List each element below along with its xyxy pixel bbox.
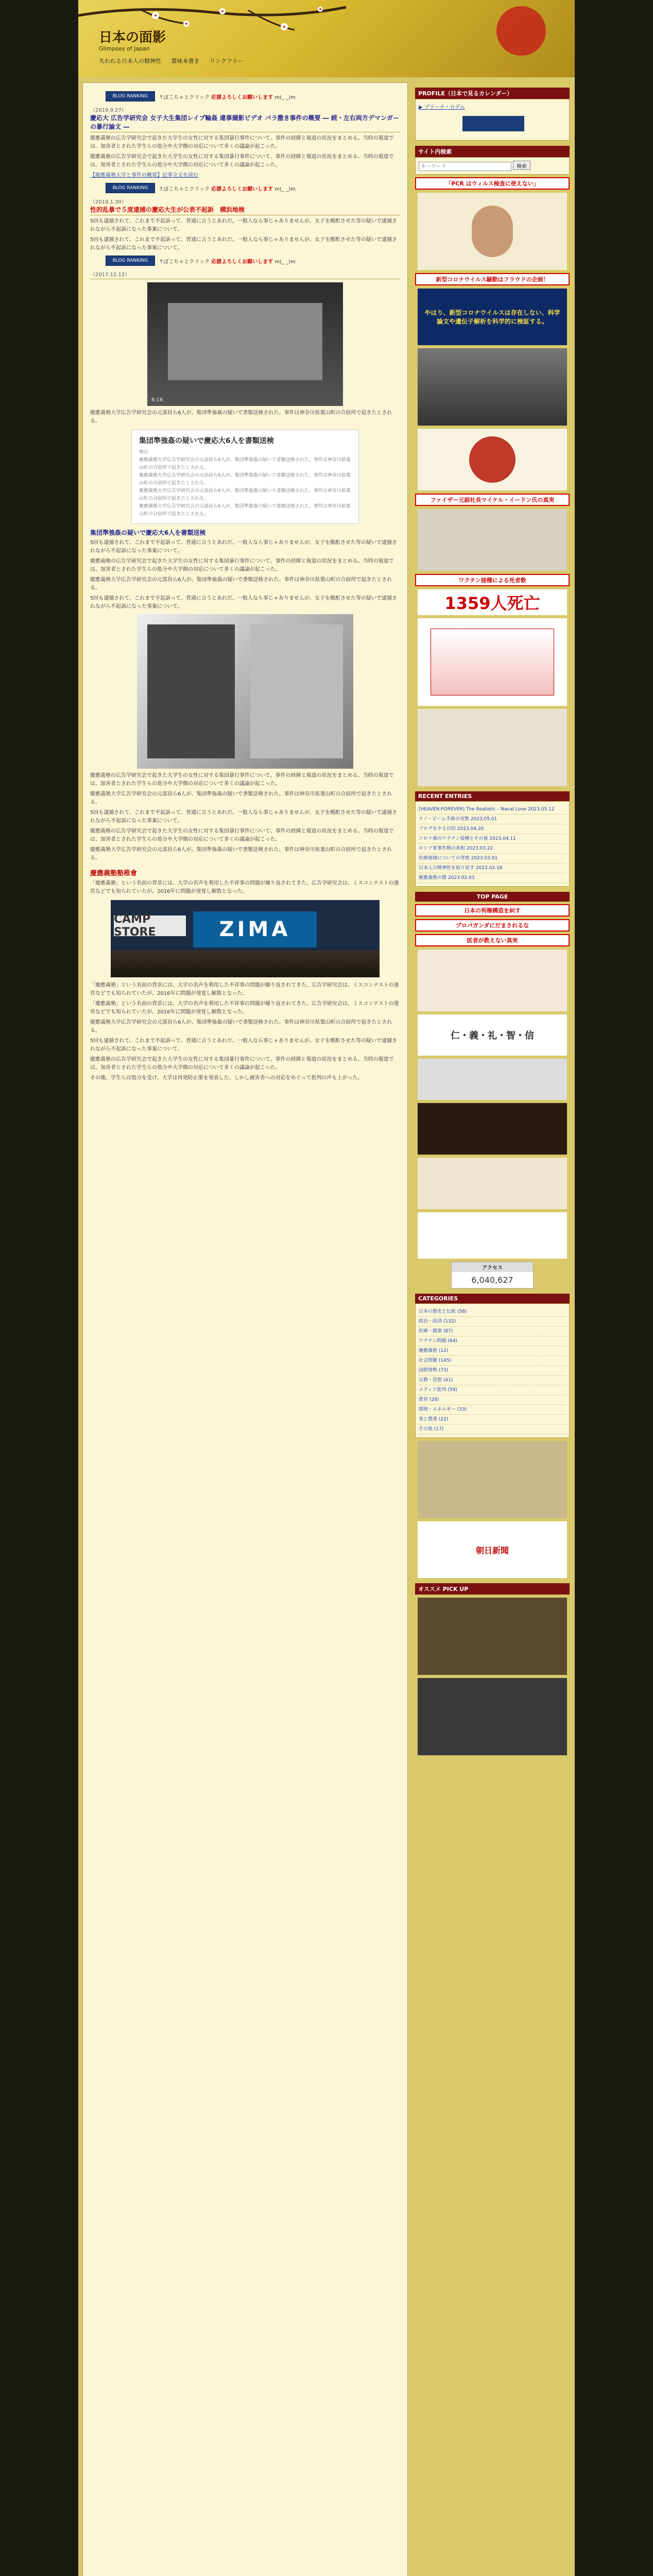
desc-item[interactable]: リンクフリー: [210, 58, 244, 64]
entry-body: 5回も逮捕されて、これまで不起訴って、普通に言うとあれだ。一般人なら事じゃありませんが、女子を酩酊させた等の疑いで逮捕されながら不起訴になった事案について。: [90, 218, 397, 232]
quote-body: 慶應義塾大学広告学研究会の元部員ら6人が、集団準強姦の疑いで書類送検された。事件は神奈川県葉山町の合宿所で起きたとされる。: [139, 504, 351, 517]
entry-body: 慶應義塾の広告学研究会で起きた大学生の女性に対する集団暴行事件について、事件の経緯と報道の状況をまとめる。当時の報道では、加害者とされた学生らの処分や大学側の対応について多くの議論が起こった。: [90, 828, 394, 842]
entry-body: 5回も逮捕されて、これまで不起訴って、普通に言うとあれだ。一般人なら事じゃありませんが、女子を酩酊させた等の疑いで逮捕されながら不起訴になった事案について。: [90, 1038, 397, 1052]
entry-body: 慶應義塾の広告学研究会で起きた大学生の女性に対する集団暴行事件について、事件の経緯と報道の状況をまとめる。当時の報道では、加害者とされた学生らの処分や大学側の対応について多くの議論が起こった。: [90, 154, 394, 168]
recommend-heading: オススメ PICK UP: [415, 1583, 570, 1595]
entry-body: 慶應義塾大学広告学研究会の元部員ら6人が、集団準強姦の疑いで書類送検された。事件は神奈川県葉山町の合宿所で起きたとされる。: [90, 847, 392, 861]
side-banner[interactable]: 医者が教えない真実: [415, 934, 570, 946]
ranking-text: [159, 184, 296, 192]
entry-body: 慶應義塾の広告学研究会で起きた大学生の女性に対する集団暴行事件について、事件の経緯と報道の状況をまとめる。当時の報道では、加害者とされた学生らの処分や大学側の対応について多くの議論が起こった。: [90, 558, 394, 572]
category-item[interactable]: 環境・エネルギー (33): [419, 1405, 566, 1415]
categories-heading: CATEGORIES: [415, 1294, 570, 1303]
sword-image[interactable]: [418, 1059, 567, 1100]
news-photo: [147, 282, 343, 406]
search-input[interactable]: [419, 162, 511, 171]
counter-title: アクセス: [452, 1262, 533, 1272]
entry-body: 慶應義塾大学広告学研究会の元部員ら6人が、集団準強姦の疑いで書類送検された。事件は神奈川県葉山町の合宿所で起きたとされる。: [90, 410, 392, 424]
ranking-text-pre: ↑ぽこちゃとクリック: [159, 186, 210, 192]
calligraphy: 仁・義・礼・智・信: [418, 1014, 567, 1056]
entry-date: （2019.1.30）: [90, 199, 127, 205]
main-content: [82, 82, 408, 2576]
ranking-text-post: m(_ _)m: [274, 186, 296, 192]
entry-body: 慶應義塾の広告学研究会で起きた大学生の女性に対する集団暴行事件について、事件の経緯と報道の状況をまとめる。当時の報道では、加害者とされた学生らの処分や大学側の対応について多くの議論が起こった。: [90, 773, 394, 787]
entry-body: 慶應義塾大学広告学研究会の元部員ら6人が、集団準強姦の疑いで書類送検された。事件は神奈川県葉山町の合宿所で起きたとされる。: [90, 577, 392, 591]
category-item[interactable]: 国際情勢 (73): [419, 1366, 566, 1376]
entry-body: 5回も逮捕されて、これまで不起訴って、普通に言うとあれだ。一般人なら事じゃありませんが、女子を酩酊させた等の疑いで逮捕されながら不起訴になった事案について。: [90, 237, 397, 251]
category-item[interactable]: メディア批判 (59): [419, 1385, 566, 1395]
ranking-text: [159, 257, 296, 265]
covid-ad[interactable]: やはり、新型コロナウイルスは存在しない、科学論文や遺伝子解析を科学的に検証する。: [418, 289, 567, 345]
crowd: [111, 951, 380, 977]
category-item[interactable]: 食と農業 (22): [419, 1415, 566, 1425]
entry-date: （2019.9.27）: [90, 108, 127, 113]
covid-banner[interactable]: 新型コロナウイルス騒動はフラウドの企画！: [415, 273, 570, 285]
recent-list: [419, 805, 566, 883]
categories-box: [415, 1303, 570, 1438]
vaccine-portrait[interactable]: [418, 509, 567, 571]
entry-header: [90, 197, 400, 215]
graph-image[interactable]: [418, 618, 567, 706]
page-frame: [78, 0, 575, 2576]
virus-image[interactable]: [418, 429, 567, 490]
recent-heading: RECENT ENTRIES: [415, 791, 570, 801]
graph-icon: [431, 629, 554, 696]
search-heading: サイト内検索: [415, 146, 570, 157]
ranking-text-red: 応援よろしくお願いします: [211, 94, 273, 100]
ranking-text-red: 応援よろしくお願いします: [211, 259, 273, 265]
profile-heading: PROFILE（日本で見るカレンダー）: [415, 88, 570, 99]
access-counter: [451, 1262, 534, 1289]
profile-banner[interactable]: [419, 113, 568, 134]
category-item[interactable]: その他 (17): [419, 1425, 566, 1434]
ad-image[interactable]: [418, 1212, 567, 1259]
book-image[interactable]: [418, 950, 567, 1011]
ranking-logo[interactable]: BLOG RANKING: [106, 91, 155, 101]
side-banner[interactable]: 日本の利権構造を糾す: [415, 904, 570, 917]
entry-body: 慶應義塾大学広告学研究会の元部員ら6人が、集団準強姦の疑いで書類送検された。事件は神奈川県葉山町の合宿所で起きたとされる。: [90, 791, 392, 805]
zima-sign: ZIMA: [193, 911, 317, 947]
entry-date: （2017.12.12）: [90, 272, 130, 278]
entry-body: 慶應義塾大学広告学研究会の元部員ら6人が、集団準強姦の疑いで書類送検された。事件は神奈川県葉山町の合宿所で起きたとされる。: [90, 1020, 392, 1033]
magazine-photo: [137, 614, 353, 769]
portrait-face: [472, 206, 513, 257]
section-body: 「慶應義塾」という名前の背景には、大学の名声を利用した不祥事の問題が繰り返されてきた。広告学研究会は、ミスコンテストの運営などでも知られていたが、2016年に問題が発覚し解散となった。: [90, 982, 399, 996]
entry-title[interactable]: 慶応大 広告学研究会 女子大生集団レイプ輪姦 違事撮影ビデオ バラ撒き事件の概要 ― 続・左右両方デマンガーの暴行論文 ―: [90, 114, 399, 130]
map-image[interactable]: [418, 1441, 567, 1518]
death-banner[interactable]: ワクチン接種による死者数: [415, 574, 570, 586]
ranking-text-post: m(_ _)m: [274, 94, 296, 100]
category-item[interactable]: 教育 (28): [419, 1395, 566, 1405]
site-description: [99, 57, 251, 65]
pcr-banner[interactable]: 「PCR はウィルス検査に使えない」: [415, 177, 570, 190]
side-banner[interactable]: プロパガンダにだまされるな: [415, 919, 570, 931]
recommend-image[interactable]: [418, 1598, 567, 1675]
sidebar: [415, 82, 570, 2576]
recent-item[interactable]: 慶應義塾の闇 2023.02.03: [419, 873, 566, 883]
ranking-text-post: m(_ _)m: [274, 259, 296, 265]
closing-text: その後、学生らは処分を受け、大学は再発防止策を発表した。しかし被害者への対応をめぐって批判の声も上がった。: [90, 1075, 363, 1081]
ranking-logo[interactable]: BLOG RANKING: [106, 183, 155, 193]
entry-title[interactable]: 性的乱暴で５度逮捕の慶応大生が公表不起訴 横浜地検: [90, 206, 245, 213]
quote-body: 慶應義塾大学広告学研究会の元部員ら6人が、集団準強姦の疑いで書類送検された。事件は神奈川県葉山町の合宿所で起きたとされる。: [139, 488, 351, 501]
entry-body: 慶應義塾の広告学研究会で起きた大学生の女性に対する集団暴行事件について、事件の経緯と報道の状況をまとめる。当時の報道では、加害者とされた学生らの処分や大学側の対応について多くの議論が起こった。: [90, 135, 394, 149]
ranking-text: [159, 93, 296, 100]
news-quote: [131, 430, 359, 524]
site-subtitle: Glimpses of Japan: [99, 45, 150, 52]
magazine-page-right: [250, 624, 343, 758]
cartoon-image[interactable]: [418, 709, 567, 786]
recent-box: [415, 801, 570, 887]
recent-item[interactable]: ロシア軍事作戦の真相 2023.03.22: [419, 844, 566, 854]
ranking-banner[interactable]: [106, 183, 400, 193]
recent-item[interactable]: ナノ・ビーム手術の実態 2023.05.01: [419, 815, 566, 824]
categories-list: [419, 1307, 566, 1434]
ranking-text-red: 応援よろしくお願いします: [211, 186, 273, 192]
portrait-image[interactable]: [418, 193, 567, 270]
quote-source: 朝日: [139, 450, 149, 455]
search-box: [415, 157, 570, 175]
photo-caption: 6:16: [151, 397, 163, 403]
death-count[interactable]: 1359人死亡: [418, 589, 567, 615]
recommend-image[interactable]: [418, 1678, 567, 1755]
entry-body: 慶應義塾の広告学研究会で起きた大学生の女性に対する集団暴行事件について、事件の経緯と報道の状況をまとめる。当時の報道では、加害者とされた学生らの処分や大学側の対応について多くの議論が起こった。: [90, 1057, 394, 1071]
dvd-image[interactable]: [418, 1103, 567, 1155]
section-body: 「慶應義塾」という名前の背景には、大学の名声を利用した不祥事の問題が繰り返されてきた。広告学研究会は、ミスコンテストの運営などでも知られていたが、2016年に問題が発覚し解散となった。: [90, 880, 399, 894]
section-body: 「慶應義塾」という名前の背景には、大学の名声を利用した不祥事の問題が繰り返されてきた。広告学研究会は、ミスコンテストの運営などでも知られていたが、2016年に問題が発覚し解散となった。: [90, 1001, 399, 1015]
camp-store-sign: CAMP STORE: [114, 916, 186, 936]
entry-title[interactable]: 集団準強姦の疑いで慶応大6人を書類送検: [90, 529, 206, 536]
magazine-page-left: [147, 624, 235, 758]
recent-item[interactable]: 医療崩壊についての考察 2023.03.01: [419, 854, 566, 863]
entry-body: 5回も逮捕されて、これまで不起訴って、普通に言うとあれだ。一般人なら事じゃありませんが、女子を酩酊させた等の疑いで逮捕されながら不起訴になった事案について。: [90, 810, 397, 824]
ranking-text-pre: ↑ぽこちゃとクリック: [159, 94, 210, 100]
entry-link[interactable]: 【慶應義塾大学と事件の概要】記事全文を読む: [90, 173, 198, 178]
category-item[interactable]: 政治・経済 (132): [419, 1317, 566, 1327]
entry-body: 5回も逮捕されて、これまで不起訴って、普通に言うとあれだ。一般人なら事じゃありませんが、女子を酩酊させた等の疑いで逮捕されながら不起訴になった事案について。: [90, 596, 397, 609]
recent-item[interactable]: コロナ禍のワクチン接種とその後 2023.04.11: [419, 834, 566, 844]
profile-box: [415, 99, 570, 141]
top-page-link[interactable]: TOP PAGE: [415, 892, 570, 902]
quote-title[interactable]: 集団準強姦の疑いで慶応大6人を書類送検: [139, 437, 274, 445]
section-title: 慶應義塾塾稚會: [90, 870, 138, 877]
photo-subject: [168, 303, 322, 380]
category-item[interactable]: 医療・健康 (87): [419, 1327, 566, 1336]
entry-header: [90, 270, 400, 279]
category-item[interactable]: ワクチン問題 (64): [419, 1336, 566, 1346]
recent-item[interactable]: 日本人の精神性を取り戻す 2023.02.18: [419, 863, 566, 873]
recent-item[interactable]: [HEAVEN-FOREVER] The Realistic – Naval Love 2023.05.12: [419, 805, 566, 815]
category-item[interactable]: 社会問題 (145): [419, 1356, 566, 1366]
building-image[interactable]: [418, 348, 567, 426]
recent-item[interactable]: ブログをやる目的 2023.04.20: [419, 824, 566, 834]
site-title[interactable]: 日本の面影: [99, 30, 166, 45]
category-item[interactable]: 日本の歴史と伝統 (58): [419, 1307, 566, 1317]
site-header: [78, 0, 575, 77]
zima-photo: [111, 900, 380, 977]
category-item[interactable]: 慶應義塾 (12): [419, 1346, 566, 1356]
ranking-banner[interactable]: [106, 256, 400, 266]
quote-body: 慶應義塾大学広告学研究会の元部員ら6人が、集団準強姦の疑いで書類送検された。事件は神奈川県葉山町の合宿所で起きたとされる。: [139, 457, 351, 470]
desc-item: 賞味本書き: [171, 58, 200, 64]
newspaper-ad[interactable]: 朝日新聞: [418, 1521, 567, 1578]
ranking-text-pre: ↑ぽこちゃとクリック: [159, 259, 210, 265]
search-button[interactable]: 検索: [513, 161, 530, 170]
ranking-banner[interactable]: [106, 91, 400, 101]
profile-logo: [462, 116, 524, 131]
virus-icon: [469, 436, 515, 483]
vaccine-banner[interactable]: ファイザー元副社長マイケル・イードン氏の真実: [415, 494, 570, 506]
category-item[interactable]: 宗教・思想 (41): [419, 1376, 566, 1385]
entry-header: [90, 106, 400, 132]
entry-body: 5回も逮捕されて、これまで不起訴って、普通に言うとあれだ。一般人なら事じゃありませんが、女子を酩酊させた等の疑いで逮捕されながら不起訴になった事案について。: [90, 540, 397, 554]
counter-value: 6,040,627: [471, 1275, 513, 1285]
quote-body: 慶應義塾大学広告学研究会の元部員ら6人が、集団準強姦の疑いで書類送検された。事件は神奈川県葉山町の合宿所で起きたとされる。: [139, 473, 351, 486]
profile-link[interactable]: ▶ ブリーナ・ロデム: [419, 105, 465, 110]
desc-item: 失われる日本人の精神性: [99, 58, 161, 64]
ranking-logo[interactable]: BLOG RANKING: [106, 256, 155, 266]
book-cover-image[interactable]: [418, 1158, 567, 1209]
